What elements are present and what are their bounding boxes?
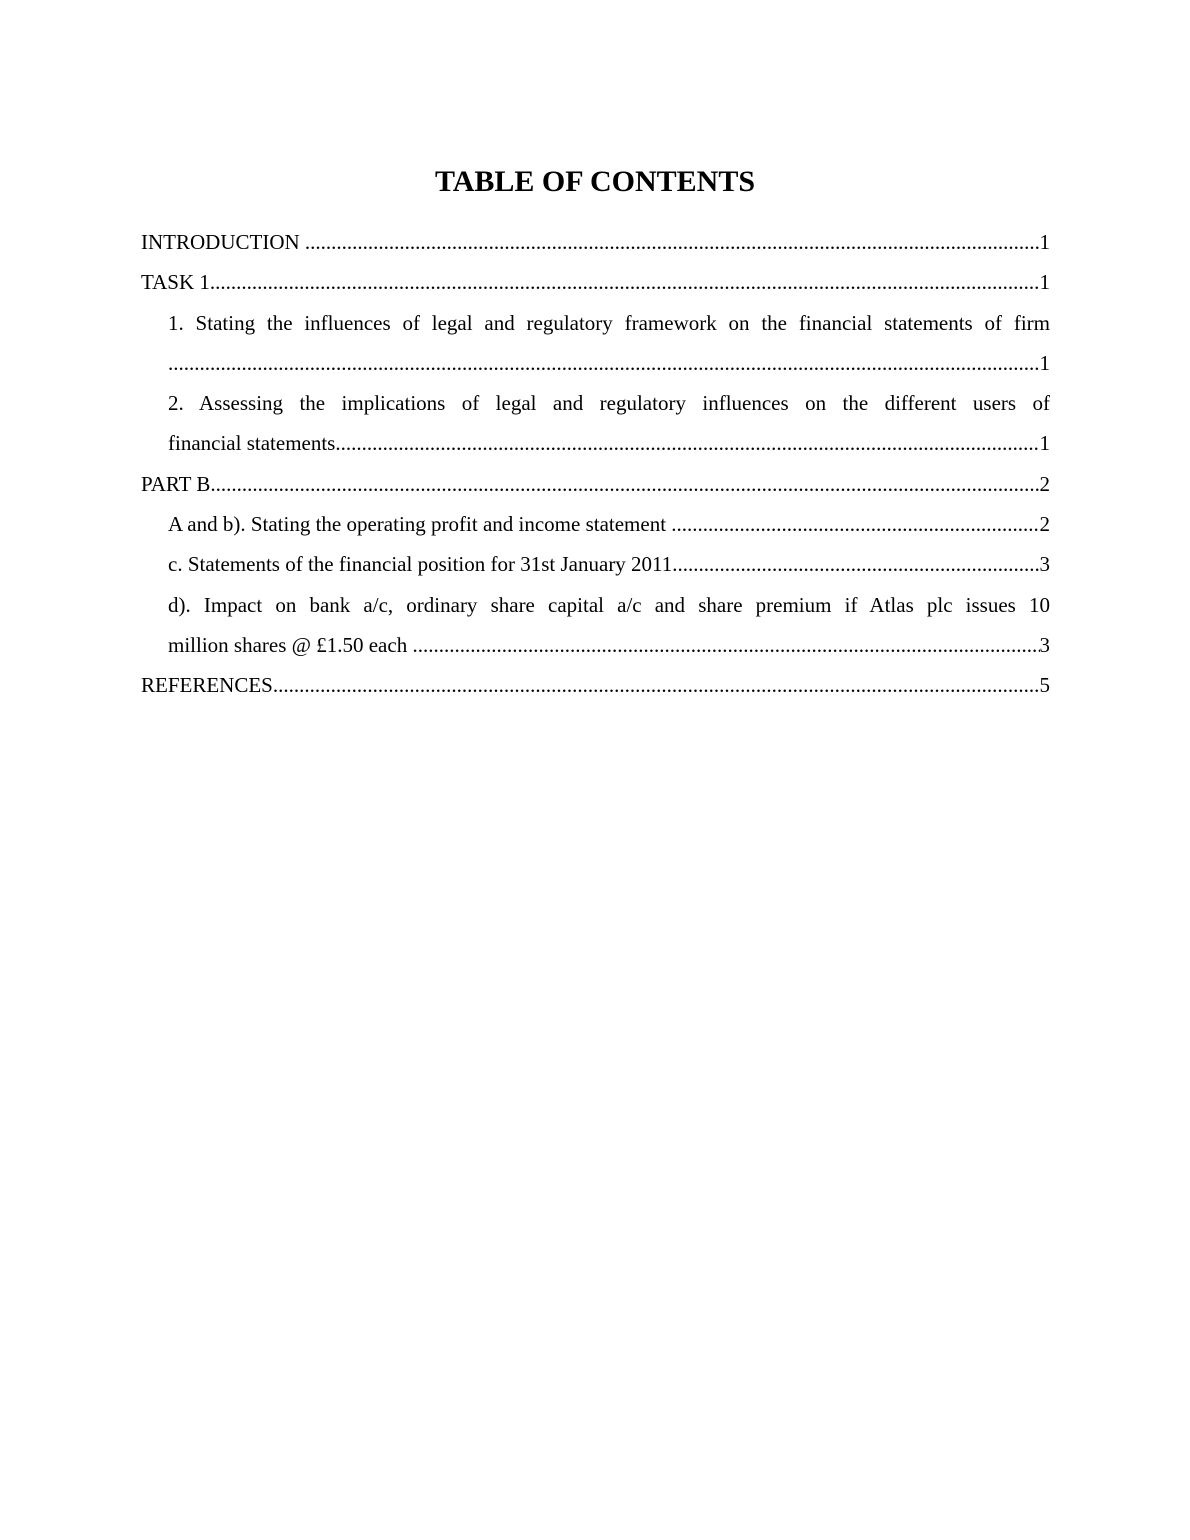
toc-entry-references[interactable] (141, 665, 1050, 705)
toc-page-number: 3 (1039, 552, 1050, 577)
dot-leader (210, 464, 1039, 504)
toc-entry-financial-position[interactable] (141, 544, 1050, 584)
dot-leader (672, 544, 1039, 584)
toc-entry-title: INTRODUCTION (141, 230, 305, 254)
toc-entry-title: TASK 1 (141, 270, 210, 295)
dot-leader (412, 625, 1039, 665)
toc-entry-legal-framework-influences[interactable] (141, 303, 1050, 384)
toc-entry-introduction[interactable] (141, 222, 1050, 262)
dot-leader (335, 423, 1039, 463)
toc-page-number: 2 (1039, 471, 1050, 496)
toc-page-number: 5 (1039, 673, 1050, 698)
toc-entry-title: A and b). Stating the operating profit and income statement (168, 512, 672, 537)
toc-page-number: 1 (1039, 431, 1050, 456)
toc-heading: TABLE OF CONTENTS (434, 165, 756, 198)
toc-entry-share-issue-impact[interactable] (141, 585, 1050, 666)
dot-leader (305, 222, 1040, 262)
toc-entry-implications-users[interactable] (141, 383, 1050, 464)
toc-page-number: 3 (1039, 632, 1050, 657)
dot-leader (210, 262, 1040, 302)
toc-entry-title: PART B (141, 471, 211, 496)
dot-leader (168, 343, 1040, 383)
toc-page-number: 1 (1039, 270, 1050, 295)
toc-page-number: 2 (1039, 512, 1050, 537)
toc-entry-title: c. Statements of the financial position for 31st January 2011 (168, 552, 673, 577)
toc-entry-title: d). Impact on bank a/c, ordinary share capital a/c and share premium if Atlas plc issues 10 (168, 592, 1050, 617)
dot-leader (273, 665, 1040, 705)
toc-entry-title-continued: financial statements (168, 431, 336, 456)
toc-entry-task-1[interactable] (141, 262, 1050, 302)
toc-entry-title: REFERENCES (141, 673, 273, 698)
toc-page-number: 1 (1039, 230, 1050, 254)
toc-entry-title: 2. Assessing the implications of legal and regulatory influences on the different users of (168, 391, 1050, 416)
toc-entry-operating-profit[interactable] (141, 504, 1050, 544)
toc-page-number: 1 (1039, 350, 1050, 375)
table-of-contents (141, 222, 1050, 706)
toc-entry-part-b[interactable] (141, 464, 1050, 504)
dot-leader (671, 504, 1039, 544)
toc-entry-title-continued: million shares @ £1.50 each (168, 632, 413, 657)
toc-entry-title: 1. Stating the influences of legal and regulatory framework on the financial statements of firm (168, 310, 1050, 335)
